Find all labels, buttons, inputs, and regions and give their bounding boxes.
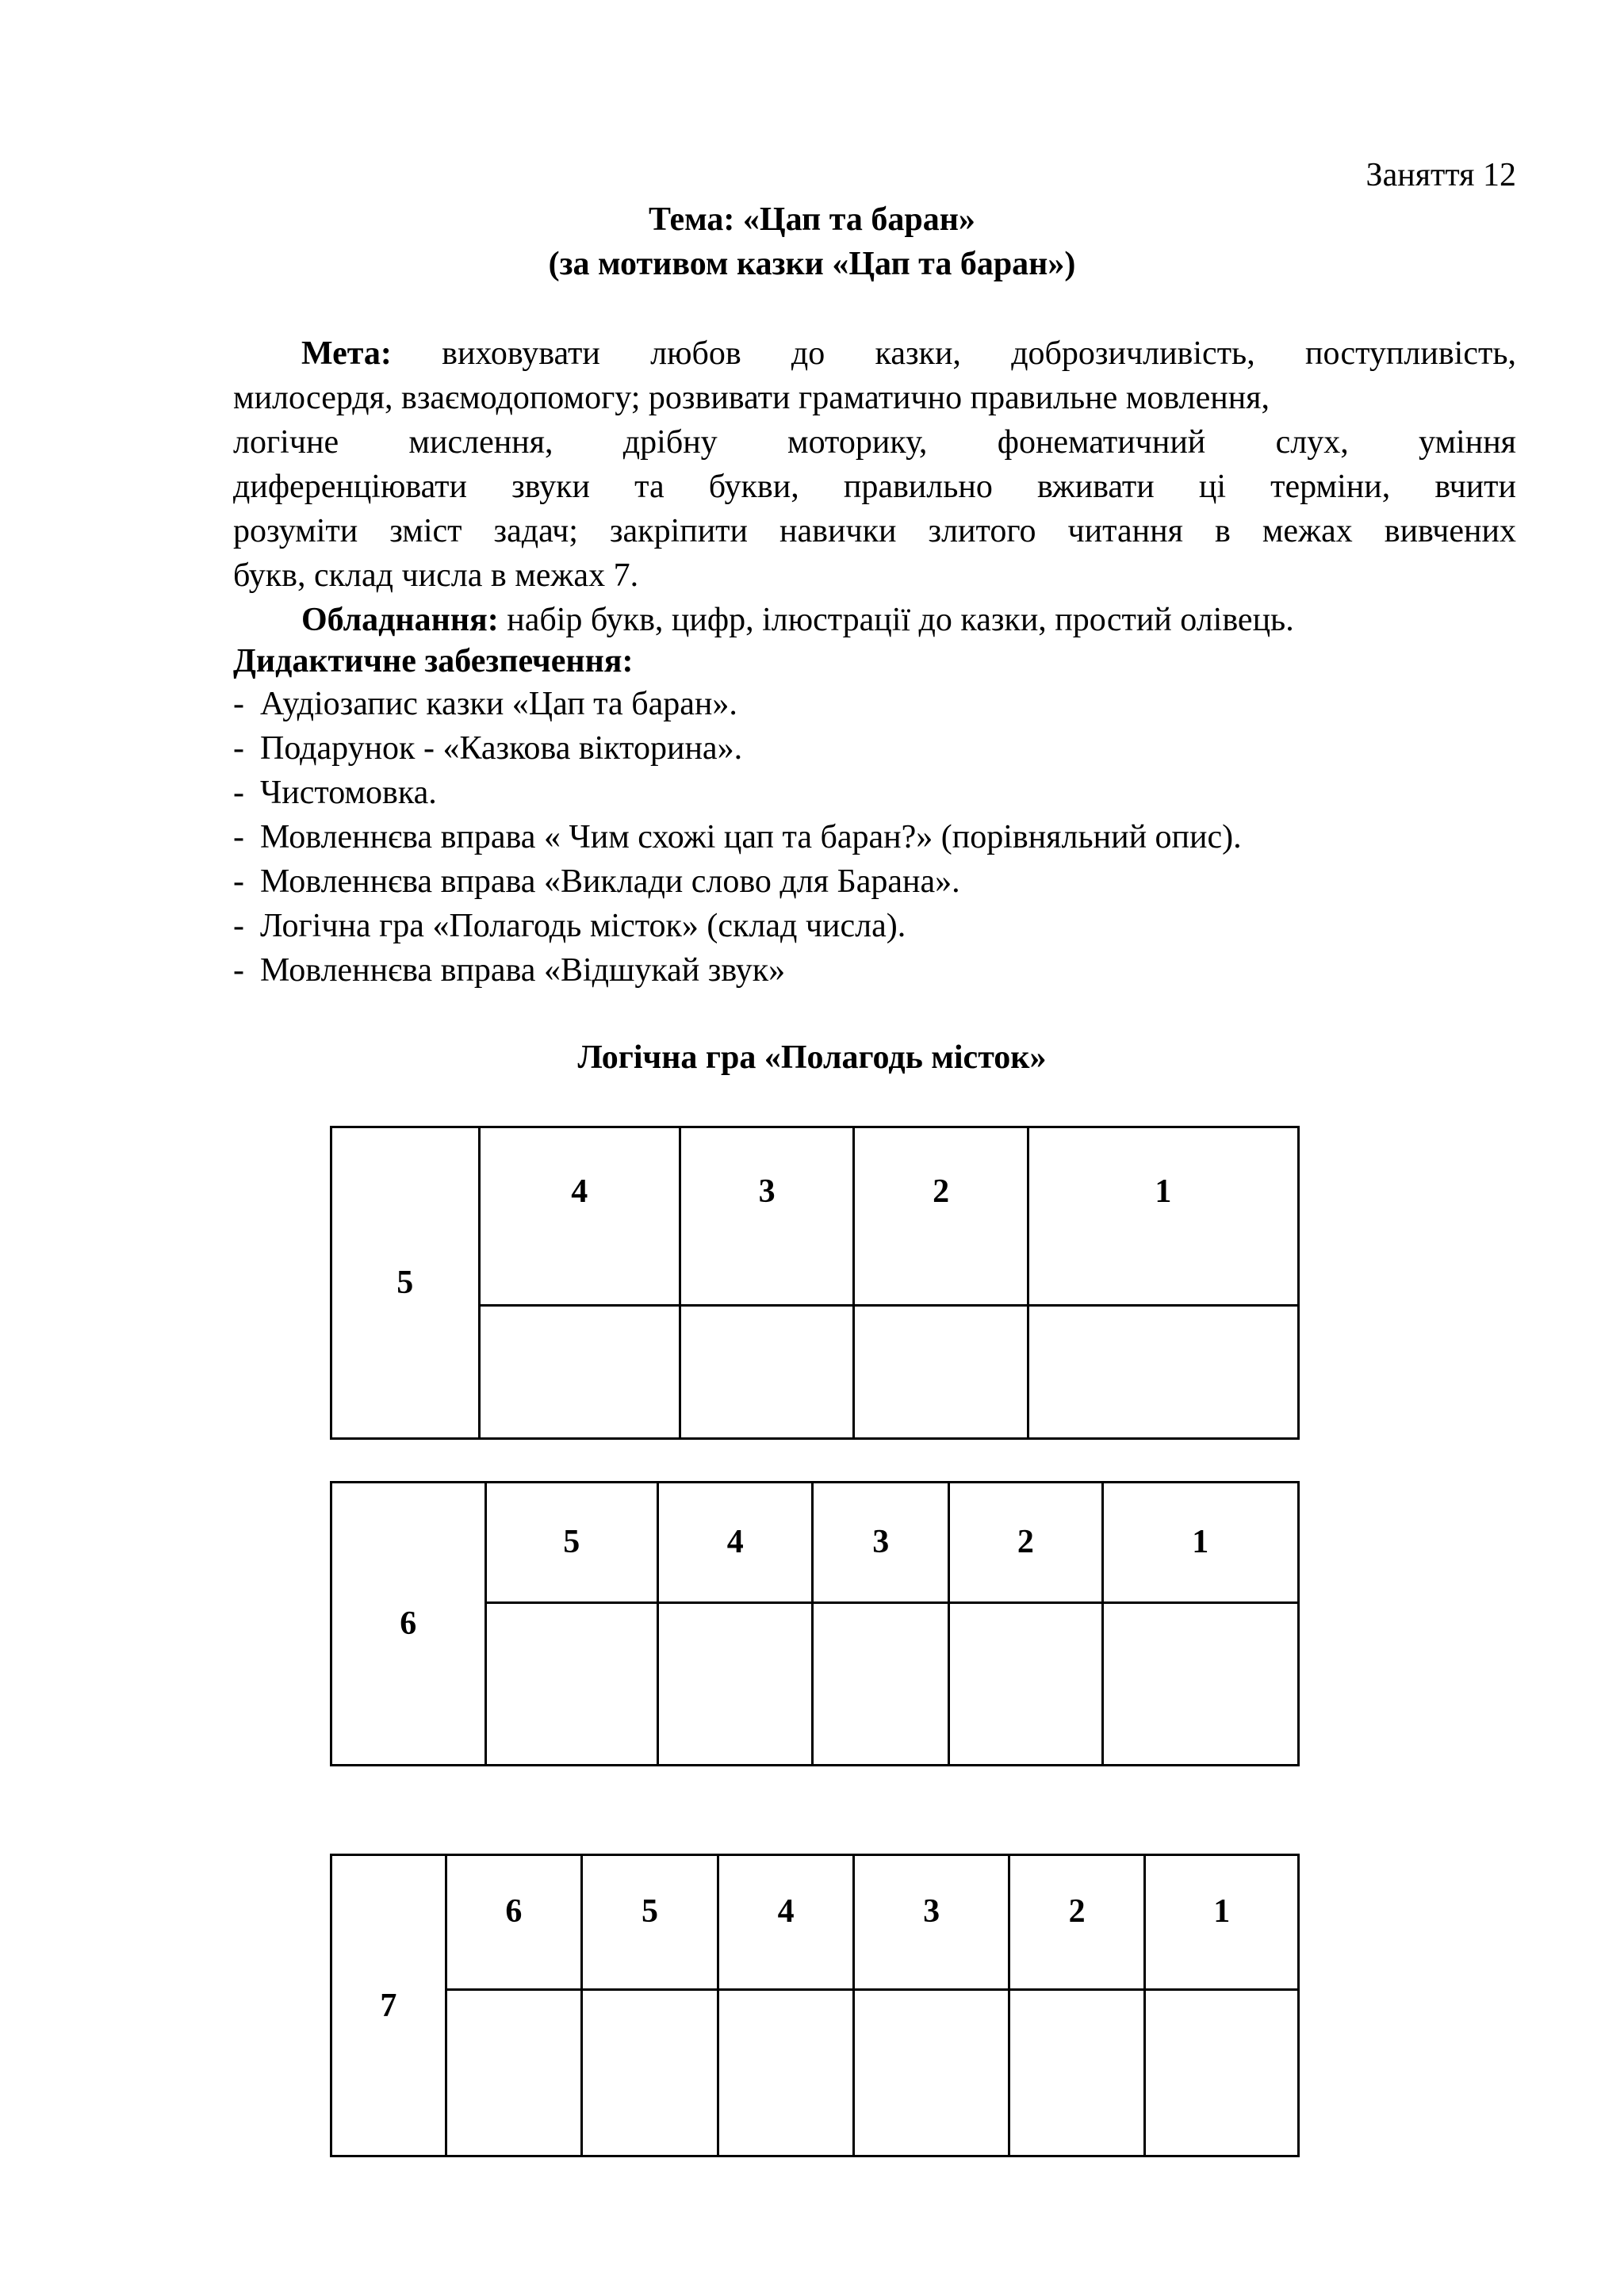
list-item: - Аудіозапис казки «Цап та баран». [233, 686, 737, 722]
goal-line-4: диференціювати звуки та букви, правильно вживати ці терміни, вчити [233, 469, 1516, 505]
part-cell: 6 [446, 1855, 582, 1990]
answer-cell [854, 1990, 1009, 2156]
lesson-number: Заняття 12 [1365, 157, 1516, 193]
bridge-table-7 [330, 1854, 1300, 2157]
part-cell: 1 [1028, 1127, 1298, 1306]
list-item: - Чистомовка. [233, 775, 437, 811]
topic-title: Тема: «Цап та баран» [649, 201, 975, 238]
part-cell: 1 [1145, 1855, 1299, 1990]
bridge-table-6 [330, 1481, 1300, 1766]
list-item: - Мовленнєва вправа « Чим схожі цап та баран?» (порівняльний опис). [233, 819, 1242, 855]
goal-line-6: букв, склад числа в межах 7. [233, 557, 639, 594]
part-cell: 5 [582, 1855, 718, 1990]
answer-cell [854, 1306, 1028, 1439]
answer-cell [1145, 1990, 1299, 2156]
part-cell: 2 [854, 1127, 1028, 1306]
answer-cell [1028, 1306, 1298, 1439]
part-cell: 4 [479, 1127, 680, 1306]
bridge-table-5 [330, 1126, 1300, 1440]
part-cell: 4 [718, 1855, 854, 1990]
part-cell: 3 [813, 1483, 949, 1603]
table-number-cell: 7 [331, 1855, 446, 2156]
equipment-label: Обладнання: [301, 602, 499, 638]
list-item: - Подарунок - «Казкова вікторина». [233, 730, 743, 767]
table-number-cell: 6 [331, 1483, 486, 1766]
answer-cell [813, 1603, 949, 1766]
list-item: - Мовленнєва вправа «Відшукай звук» [233, 952, 786, 989]
answer-cell [657, 1603, 813, 1766]
didactic-label: Дидактичне забезпечення: [233, 643, 634, 679]
answer-cell [479, 1306, 680, 1439]
equipment-line [301, 598, 1516, 642]
list-item: - Мовленнєва вправа «Виклади слово для Барана». [233, 863, 960, 900]
topic-subtitle: (за мотивом казки «Цап та баран») [548, 246, 1076, 282]
part-cell: 3 [680, 1127, 853, 1306]
answer-cell [718, 1990, 854, 2156]
goal-label: Мета: [301, 335, 392, 372]
part-cell: 5 [485, 1483, 657, 1603]
part-cell: 1 [1102, 1483, 1298, 1603]
answer-cell [680, 1306, 853, 1439]
answer-cell [1009, 1990, 1145, 2156]
answer-cell [446, 1990, 582, 2156]
goal-line-5: розуміти зміст задач; закріпити навички злитого читання в межах вивчених [233, 513, 1516, 549]
answer-cell [485, 1603, 657, 1766]
part-cell: 2 [949, 1483, 1103, 1603]
equipment-text: набір букв, цифр, ілюстрації до казки, простий олівець. [498, 602, 1294, 638]
goal-text-1: виховувати любов до казки, доброзичливість, поступливість, [391, 335, 1516, 372]
answer-cell [1102, 1603, 1298, 1766]
goal-line-3: логічне мислення, дрібну моторику, фонематичний слух, уміння [233, 424, 1516, 461]
game-title: Логічна гра «Полагодь місток» [577, 1039, 1047, 1076]
list-item: - Логічна гра «Полагодь місток» (склад числа). [233, 908, 906, 944]
goal-line-1 [301, 331, 1516, 376]
didactic-list [233, 682, 1516, 993]
part-cell: 3 [854, 1855, 1009, 1990]
part-cell: 4 [657, 1483, 813, 1603]
goal-line-2: милосердя, взаємодопомогу; розвивати граматично правильне мовлення, [233, 380, 1270, 416]
answer-cell [582, 1990, 718, 2156]
table-number-cell: 5 [331, 1127, 480, 1439]
answer-cell [949, 1603, 1103, 1766]
part-cell: 2 [1009, 1855, 1145, 1990]
